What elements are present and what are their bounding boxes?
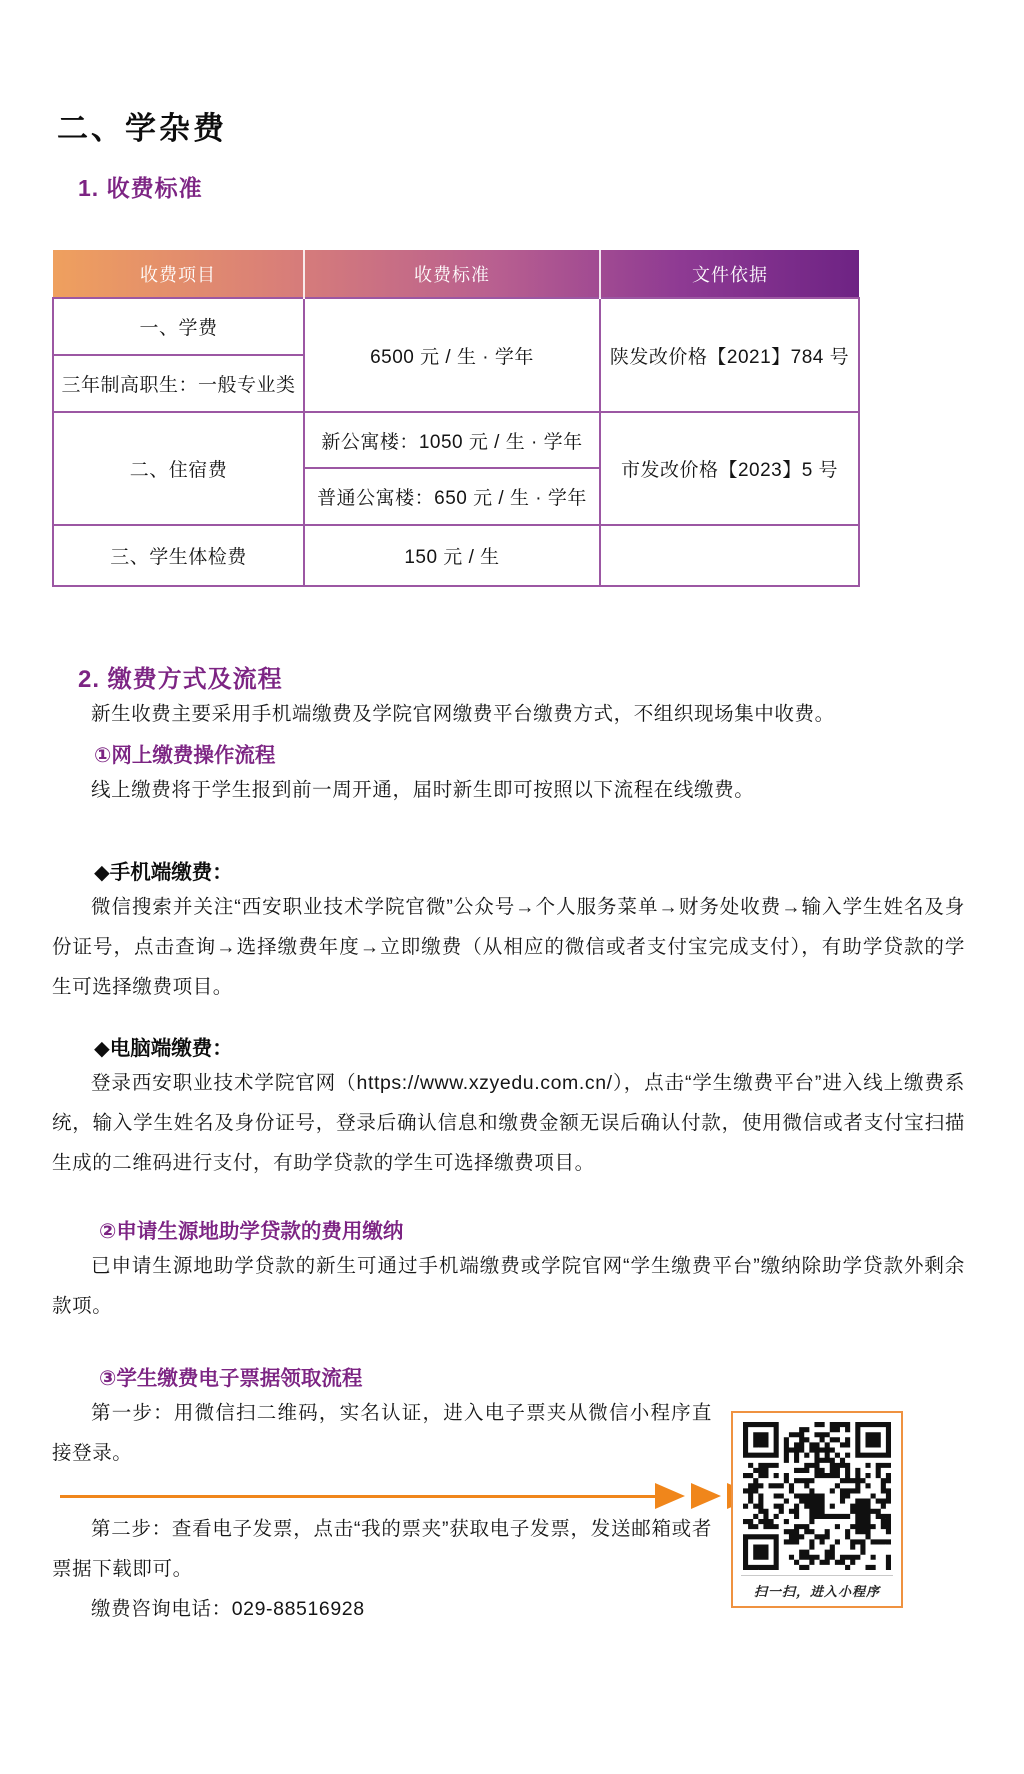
mobile-pay-title: ◆手机端缴费： [94, 861, 233, 884]
table-row [53, 525, 859, 586]
cell-dorm-fee-new: 新公寓楼：1050 元 / 生 · 学年 [304, 412, 600, 468]
cell-tuition-doc: 陕发改价格【2021】784 号 [600, 298, 859, 412]
cell-dorm-fee-old: 普通公寓楼：650 元 / 生 · 学年 [304, 468, 600, 525]
invoice-step2-paragraph: 第二步：查看电子发票，点击“我的票夹”获取电子发票，发送邮箱或者票据下载即可。 [52, 1518, 712, 1580]
payment-intro-paragraph: 新生收费主要采用手机端缴费及学院官网缴费平台缴费方式，不组织现场集中收费。 [91, 703, 835, 725]
online-flow-intro: 线上缴费将于学生报到前一周开通，届时新生即可按照以下流程在线缴费。 [91, 779, 755, 801]
header-cell-item: 收费项目 [53, 250, 304, 298]
table-row [53, 298, 859, 355]
header-cell-basis: 文件依据 [692, 264, 768, 285]
invoice-flow-title: ③学生缴费电子票据领取流程 [99, 1367, 363, 1390]
qr-code-panel [731, 1411, 903, 1608]
loan-pay-title: ②申请生源地助学贷款的费用缴纳 [99, 1220, 404, 1243]
phone-line: 缴费咨询电话：029-88516928 [91, 1598, 365, 1620]
cell-dorm-doc: 市发改价格【2023】5 号 [600, 412, 859, 525]
section2-title: 2. 缴费方式及流程 [78, 666, 283, 693]
page-title: 二、学杂费 [57, 111, 227, 146]
table-row [53, 412, 859, 468]
online-flow-title: ①网上缴费操作流程 [94, 744, 276, 767]
qr-caption: 扫一扫，进入小程序 [741, 1575, 893, 1600]
arrow-right-icon [691, 1483, 721, 1509]
fee-table [52, 250, 860, 587]
flow-arrow-graphic [60, 1483, 757, 1509]
cell-tuition-sub: 三年制高职生：一般专业类 [53, 355, 304, 412]
qr-code-image [743, 1422, 891, 1570]
cell-physical-doc [600, 525, 859, 586]
content-column [52, 0, 965, 1629]
cell-physical-label: 三、学生体检费 [53, 525, 304, 586]
pc-pay-title: ◆电脑端缴费： [94, 1037, 233, 1060]
cell-physical-fee: 150 元 / 生 [304, 525, 600, 586]
invoice-step1-paragraph: 第一步：用微信扫二维码，实名认证，进入电子票夹从微信小程序直接登录。 [52, 1402, 712, 1464]
mobile-pay-body: 微信搜索并关注“西安职业技术学院官微”公众号→个人服务菜单→财务处收费→输入学生姓名及身份证号，点击查询→选择缴费年度→立即缴费（从相应的微信或者支付宝完成支付），有助学贷款的学生可选择缴费项目。 [52, 896, 965, 998]
header-cell-standard: 收费标准 [304, 250, 600, 298]
cell-tuition-label: 一、学费 [53, 298, 304, 355]
cell-dorm-label: 二、住宿费 [53, 412, 304, 525]
pc-pay-body: 登录西安职业技术学院官网（https://www.xzyedu.com.cn/），点击“学生缴费平台”进入线上缴费系统，输入学生姓名及身份证号，登录后确认信息和缴费金额无误后确认付款，使用微信或者支付宝扫描生成的二维码进行支付，有助学贷款的学生可选择缴费项目。 [52, 1072, 965, 1174]
arrow-line [60, 1495, 657, 1498]
loan-pay-body: 已申请生源地助学贷款的新生可通过手机端缴费或学院官网“学生缴费平台”缴纳除助学贷款外剩余款项。 [52, 1255, 965, 1317]
cell-tuition-fee: 6500 元 / 生 · 学年 [304, 298, 600, 412]
fee-table-header-row [53, 250, 859, 298]
section1-title: 1. 收费标准 [78, 175, 203, 201]
arrow-right-icon [655, 1483, 685, 1509]
